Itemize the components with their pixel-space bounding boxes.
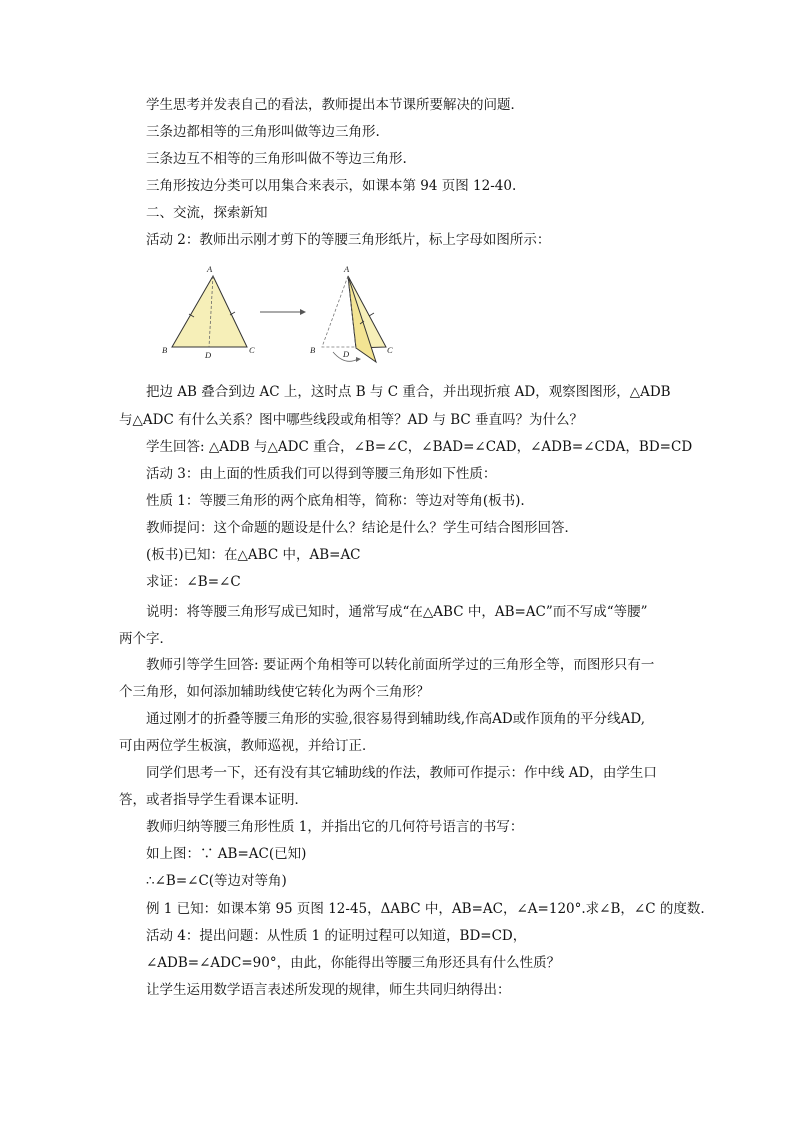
- text-line: 三条边都相等的三角形叫做等边三角形.: [146, 124, 380, 140]
- label-c: C: [249, 345, 255, 355]
- text-line: 可由两位学生板演，教师巡视，并给订正．: [119, 738, 376, 754]
- text-line: 同学们思考一下，还有没有其它辅助线的作法，教师可作提示：作中线 AD，由学生口: [146, 765, 657, 781]
- label-a: A: [207, 264, 213, 274]
- arrow-icon: [260, 309, 306, 315]
- text-line: 如上图：∵ AB=AC(已知): [146, 846, 307, 862]
- text-line: 活动 4：提出问题：从性质 1 的证明过程可以知道，BD=CD，: [146, 928, 527, 944]
- label-d: D: [205, 350, 212, 360]
- label-b: B: [162, 345, 168, 355]
- text-line: 学生回答: △ADB 与△ADC 重合，∠B=∠C，∠BAD=∠CAD，∠ADB=∠CDA，BD=CD: [146, 439, 693, 455]
- text-line: 三角形按边分类可以用集合来表示，如课本第 94 页图 12-40.: [146, 178, 517, 194]
- text-line: 三条边互不相等的三角形叫做不等边三角形.: [146, 151, 407, 167]
- folded-triangle-diagram: [310, 264, 393, 362]
- folding-triangle-figure: [150, 260, 410, 372]
- text-line: 活动 3：由上面的性质我们可以得到等腰三角形如下性质：: [146, 466, 497, 482]
- text-line: ∠ADB=∠ADC=90°，由此，你能得出等腰三角形还具有什么性质？: [146, 955, 561, 971]
- text-line: 学生思考并发表自己的看法，教师提出本节课所要解决的问题．: [146, 97, 524, 113]
- text-line: 性质 1：等腰三角形的两个底角相等，简称：等边对等角(板书).: [146, 493, 525, 509]
- text-line: 说明：将等腰三角形写成已知时，通常写成“在△ABC 中，AB=AC”而不写成“等腰”: [146, 604, 648, 620]
- text-line: 答，或者指导学生看课本证明．: [119, 792, 308, 808]
- text-line: 通过刚才的折叠等腰三角形的实验,很容易得到辅助线,作高AD或作顶角的平分线AD,: [146, 711, 646, 727]
- label-b: B: [310, 345, 316, 355]
- text-line: 个三角形，如何添加辅助线使它转化为两个三角形？: [119, 684, 430, 700]
- text-line: 教师归纳等腰三角形性质 1，并指出它的几何符号语言的书写：: [146, 819, 524, 835]
- text-line: 让学生运用数学语言表述所发现的规律，师生共同归纳得出：: [146, 982, 511, 998]
- text-line: 把边 AB 叠合到边 AC 上，这时点 B 与 C 重合，并出现折痕 AD，观察图图形，△ADB: [146, 384, 671, 400]
- text-line: 求证：∠B=∠C: [146, 574, 241, 590]
- text-line: 例 1 已知：如课本第 95 页图 12-45，ΔABC 中，AB=AC，∠A=120°.求∠B，∠C 的度数.: [146, 901, 705, 917]
- isosceles-triangle-diagram: [162, 264, 255, 360]
- section-heading: 二、交流，探索新知: [146, 205, 268, 221]
- text-line: 教师引等学生回答: 要证两个角相等可以转化前面所学过的三角形全等，而图形只有一: [146, 657, 655, 673]
- text-line: 与△ADC 有什么关系？图中哪些线段或角相等？AD 与 BC 垂直吗？为什么？: [119, 412, 584, 428]
- label-a: A: [344, 264, 350, 274]
- text-line: 活动 2：教师出示刚才剪下的等腰三角形纸片，标上字母如图所示：: [146, 232, 551, 248]
- text-line: (板书)已知：在△ABC 中，AB=AC: [146, 547, 361, 563]
- label-d: D: [343, 349, 350, 359]
- text-line: 两个字．: [119, 631, 173, 647]
- text-line: ∴∠B=∠C(等边对等角): [146, 873, 287, 889]
- text-line: 教师提问：这个命题的题设是什么？结论是什么？学生可结合图形回答．: [146, 520, 578, 536]
- label-c: C: [387, 345, 393, 355]
